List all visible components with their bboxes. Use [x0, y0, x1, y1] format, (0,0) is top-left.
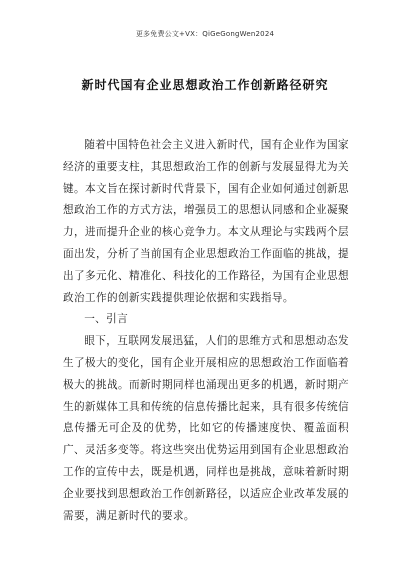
section-heading: 一、引言 — [84, 313, 129, 326]
document-body — [63, 135, 349, 527]
abstract-paragraph: 随着中国特色社会主义进入新时代，国有企业作为国家经济的重要支柱，其思想政治工作的创新与发展显得尤为关键。本文旨在探讨新时代背景下，国有企业如何通过创新思想政治工作的方式方法，增强员工的思想认同感和企业凝聚力，进而提升企业的核心竞争力。本文从理论与实践两个层面出发，分析了当前国有企业思想政治工作面临的挑战，提出了多元化、精准化、科技化的工作路径，为国有企业思想政治工作的创新实践提供理论依据和实践指导。 — [63, 139, 349, 304]
intro-paragraph: 眼下，互联网发展迅猛，人们的思维方式和思想动态发生了极大的变化，国有企业开展相应的思想政治工作面临着极大的挑战。而新时期同样也涌现出更多的机遇，新时期产生的新媒体工具和传统的信息传播比起来，具有很多传统信息传播无可企及的优势，比如它的传播速度快、覆盖面积广、灵活多变等。将这些突出优势运用到国有企业思想政治工作的宣传中去，既是机遇，同样也是挑战，意味着新时期企业要找到思想政治工作创新路径，以适应企业改革发展的需要，满足新时代的要求。 — [63, 335, 349, 522]
header-note: 更多免费公文+VX：QiGeGongWen2024 — [135, 30, 275, 38]
document-title: 新时代国有企业思想政治工作创新路径研究 — [81, 78, 329, 92]
